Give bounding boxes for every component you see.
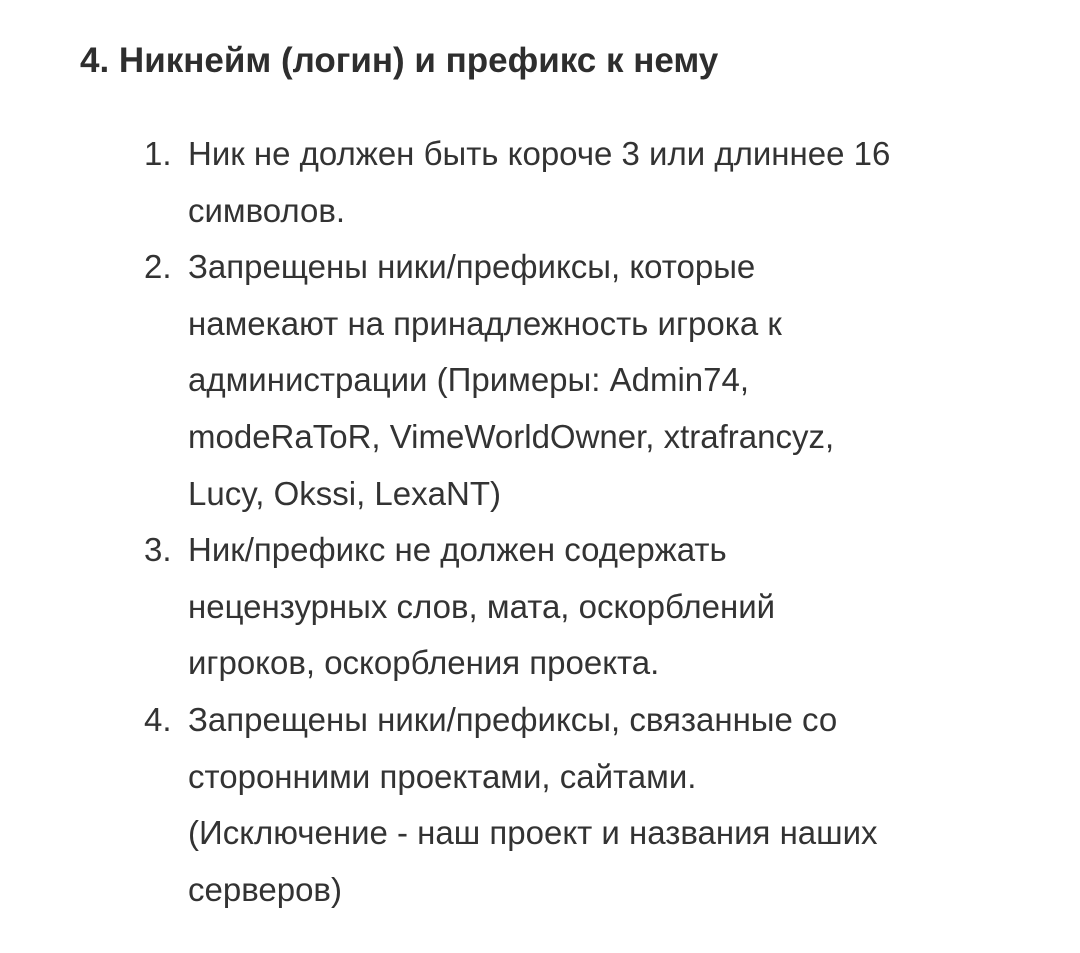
- rules-list: [144, 126, 1018, 918]
- rule-text-line: Ник не должен быть короче 3 или длиннее 16: [188, 135, 891, 172]
- rule-text-line: modeRaToR, VimeWorldOwner, xtrafrancyz,: [188, 417, 835, 455]
- rule-number: 3.: [144, 531, 172, 569]
- rule-text-line: сторонними проектами, сайтами.: [188, 757, 697, 795]
- rule-text-line: символов.: [188, 191, 346, 229]
- rule-item-4: [144, 692, 1018, 918]
- rule-text-line: Ник/префикс не должен содержать: [188, 531, 727, 569]
- rule-text-line: администрации (Примеры: Admin74,: [188, 361, 749, 399]
- rule-item-2: [144, 239, 1018, 522]
- rule-text-line: Запрещены ники/префиксы, которые: [188, 248, 756, 286]
- rule-item-1: [144, 126, 1018, 239]
- rule-text-line: намекают на принадлежность игрока к: [188, 304, 782, 342]
- rule-number: 1.: [144, 135, 172, 172]
- rule-text-line: Запрещены ники/префиксы, связанные со: [188, 700, 838, 738]
- section-title: 4. Никнейм (логин) и префикс к нему: [80, 41, 719, 80]
- rule-text-line: игроков, оскорбления проекта.: [188, 644, 660, 682]
- rule-number: 4.: [144, 700, 172, 738]
- rule-text-line: серверов): [188, 870, 342, 908]
- rule-text-line: Lucy, Okssi, LexaNT): [188, 474, 501, 512]
- rule-item-3: [144, 522, 1018, 692]
- rule-text-line: нецензурных слов, мата, оскорблений: [188, 587, 776, 625]
- rule-number: 2.: [144, 248, 172, 286]
- rule-text-line: (Исключение - наш проект и названия наших: [188, 814, 878, 852]
